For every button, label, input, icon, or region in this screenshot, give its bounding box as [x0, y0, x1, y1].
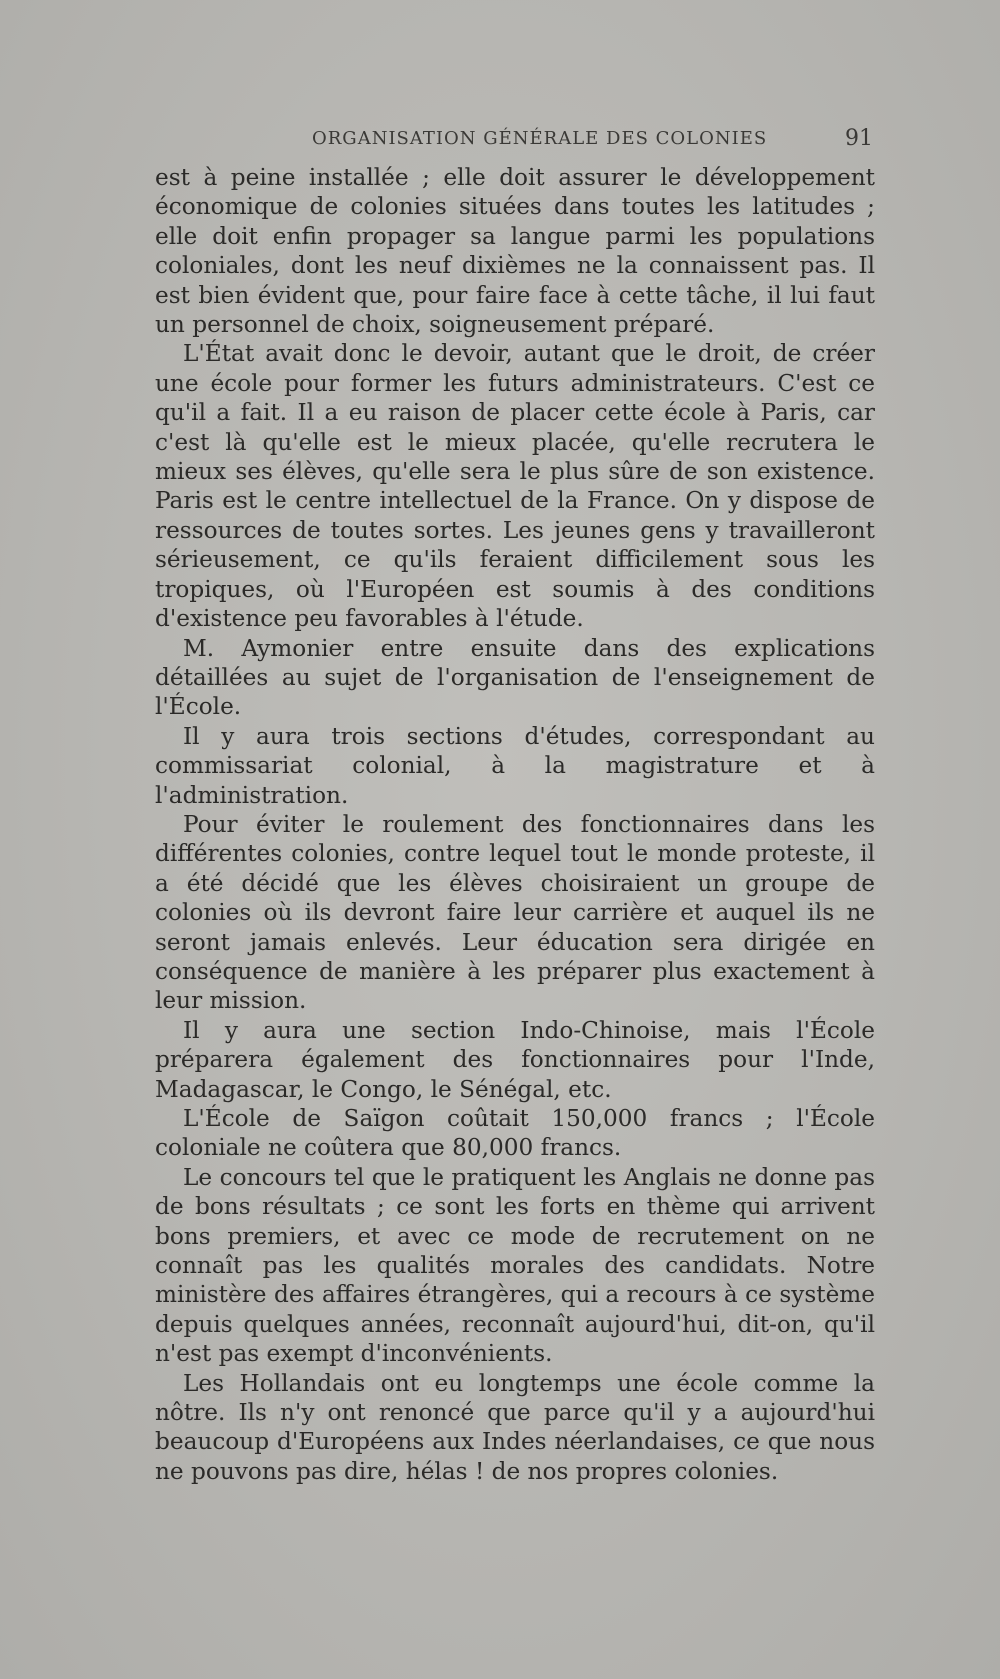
paragraph: M. Aymonier entre ensuite dans des explications détaillées au sujet de l'organisation de l'enseignement de l'École.: [155, 634, 875, 721]
page-number: 91: [845, 126, 873, 151]
paragraph: L'État avait donc le devoir, autant que le droit, de créer une école pour former les futurs administrateurs. C'est ce qu'il a fait. Il a eu raison de placer cette école à Paris, car c'est là qu'elle est le mieux placée, qu'elle recrutera le mieux ses élèves, qu'elle sera le plus sûre de son existence. Paris est le centre intellectuel de la France. On y dispose de ressources de toutes sortes. Les jeunes gens y travailleront sérieusement, ce qu'ils feraient difficilement sous les tropiques, où l'Européen est soumis à des conditions d'existence peu favorables à l'étude.: [155, 340, 875, 633]
paragraph: Il y aura trois sections d'études, correspondant au commissariat colonial, à la magistrature et à l'administration.: [155, 722, 875, 809]
paragraph: L'École de Saïgon coûtait 150,000 francs ; l'École coloniale ne coûtera que 80,000 francs.: [155, 1105, 875, 1162]
page-header: [0, 128, 1000, 158]
body-text: [155, 163, 875, 1486]
paragraph: Il y aura une section Indo-Chinoise, mais l'École préparera également des fonctionnaires pour l'Inde, Madagascar, le Congo, le Sénégal, etc.: [155, 1016, 875, 1103]
paragraph: Les Hollandais ont eu longtemps une école comme la nôtre. Ils n'y ont renoncé que parce qu'il y a aujourd'hui beaucoup d'Européens aux Indes néerlandaises, ce que nous ne pouvons pas dire, hélas ! de nos propres colonies.: [155, 1369, 875, 1485]
paragraph: Pour éviter le roulement des fonctionnaires dans les différentes colonies, contre lequel tout le monde proteste, il a été décidé que les élèves choisiraient un groupe de colonies où ils devront faire leur carrière et auquel ils ne seront jamais enlevés. Leur éducation sera dirigée en conséquence de manière à les préparer plus exactement à leur mission.: [155, 810, 875, 1015]
paragraph: Le concours tel que le pratiquent les Anglais ne donne pas de bons résultats ; ce sont les forts en thème qui arrivent bons premiers, et avec ce mode de recrutement on ne connaît pas les qualités morales des candidats. Notre ministère des affaires étrangères, qui a recours à ce système depuis quelques années, reconnaît aujourd'hui, dit-on, qu'il n'est pas exempt d'inconvénients.: [155, 1163, 875, 1368]
running-title: ORGANISATION GÉNÉRALE DES COLONIES: [312, 128, 768, 149]
paragraph: est à peine installée ; elle doit assurer le développement économique de colonies situées dans toutes les latitudes ; elle doit enfin propager sa langue parmi les populations coloniales, dont les neuf dixièmes ne la connaissent pas. Il est bien évident que, pour faire face à cette tâche, il lui faut un personnel de choix, soigneusement préparé.: [155, 164, 875, 339]
